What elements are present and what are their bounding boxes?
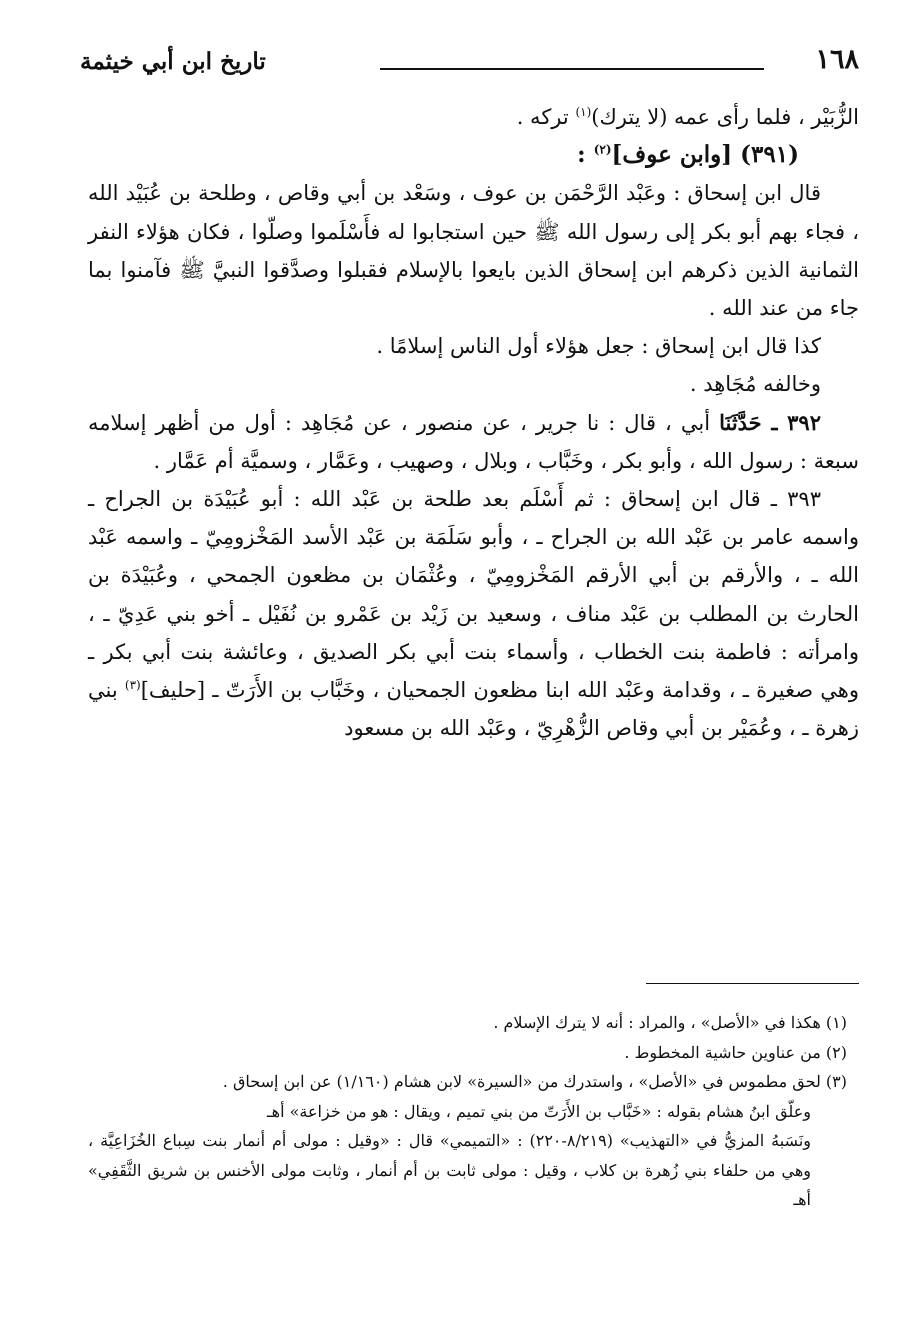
- page-number: ١٦٨: [815, 44, 859, 75]
- report-number: ٣٩٢ ـ حَدَّثَنَا: [719, 409, 821, 435]
- text-line: [88, 98, 859, 136]
- heading-text: (٣٩١) [وابن عوف]: [611, 141, 799, 169]
- line1-text: الزُّبَيْر ، فلما رأى عمه (لا يترك): [591, 105, 859, 129]
- footnote-3-continuation: ونَسَبهُ المزيُّ في «التهذيب» (٨/٢١٩-٢٢٠) : «التميمي» قال : «وقيل : مولى أم أنمار بنت سِباع الخُزَاعِيَّة ، وهي من حلفاء بني زُهرة بن كلاب ، وقيل : مولى ثابت بن أم أنمار ، وثابت مولى الأخنس بن شريق الثَّقَفِي» أهـ: [88, 1131, 812, 1209]
- paragraph: وخالفه مُجَاهِد .: [689, 372, 821, 397]
- report-text: أبي ، قال : نا جرير ، عن منصور ، عن مُجَاهِد : أول من أظهر إسلامه سبعة : رسول الله ، وأبو بكر ، وخَبَّاب ، وبلال ، وصهيب ، وعَمَّار ، وسميَّة أم عَمَّار .: [88, 410, 859, 473]
- paragraph: قال ابن إسحاق : وعَبْد الرَّحْمَن بن عوف ، وسَعْد بن أبي وقاص ، وطلحة بن عُبَيْد الله ، فجاء بهم أبو بكر إلى رسول الله ﷺ حين استجابوا له فأَسْلَموا وصلّوا ، فكان هؤلاء النفر الثمانية الذين ذكرهم ابن إسحاق الذين بايعوا بالإسلام فقبلوا وصدَّقوا النبيَّ ﷺ فآمنوا بما جاء من عند الله .: [88, 181, 859, 321]
- footnote-marker: (١): [575, 105, 592, 119]
- paragraph: كذا قال ابن إسحاق : جعل هؤلاء أول الناس إسلامًا .: [376, 334, 821, 359]
- footnotes: [88, 1008, 859, 1215]
- footnote-3: (٣) لحق مطموس في «الأصل» ، واستدرك من «السيرة» لابن هشام (١/١٦٠) عن ابن إسحاق .: [222, 1072, 847, 1091]
- section-heading: [88, 136, 859, 174]
- page-header: [80, 44, 859, 84]
- report-text-end: بني زهرة ـ ، وعُمَيْر بن أبي وقاص الزُّهْرِيّ ، وعَبْد الله بن مسعود: [88, 678, 859, 741]
- running-title: تاريخ ابن أبي خيثمة: [80, 48, 266, 75]
- footnote-marker: (٢): [593, 142, 612, 157]
- paragraph: [88, 480, 859, 747]
- footnote-1: (١) هكذا في «الأصل» ، والمراد : أنه لا يترك الإسلام .: [493, 1013, 847, 1032]
- footnote-rule: [646, 983, 859, 984]
- footnote-marker: (٣): [124, 678, 141, 693]
- heading-colon: :: [577, 141, 586, 169]
- footnote-2: (٢) من عناوين حاشية المخطوط .: [624, 1042, 847, 1062]
- paragraph: [88, 404, 859, 480]
- main-text: [88, 98, 859, 747]
- report-text: ٣٩٣ ـ قال ابن إسحاق : ثم أَسْلَم بعد طلحة بن عَبْد الله : أبو عُبَيْدَة بن الجراح ـ واسمه عامر بن عَبْد الله بن الجراح ـ ، وأبو سَلَمَة بن عَبْد الأسد المَخْزومِيّ ـ واسمه عَبْد الله ـ ، والأرقم بن أبي الأرقم المَخْزومِيّ ، وعُثْمَان بن مظعون الجمحي ، وعُبَيْدَة بن الحارث بن المطلب بن عَبْد مناف ، وسعيد بن زَيْد بن عَمْرو بن نُفَيْل ـ أخو بني عَدِيّ ـ ، وامرأته : فاطمة بنت الخطاب ، وأسماء بنت أبي بكر الصديق ، وعائشة بنت أبي بكر ـ وهي صغيرة ـ ، وقدامة وعَبْد الله ابنا مظعون الجمحيان ، وخَبَّاب بن الأَرَتّ ـ [حليف]: [88, 487, 859, 703]
- footnote-3-continuation: وعلّق ابنُ هشام بقوله : «خَبَّاب بن الأَرَتّ من بني تميم ، ويقال : هو من خزاعة» أهـ: [266, 1101, 811, 1121]
- header-rule: [380, 68, 764, 70]
- line1-end: تركه .: [516, 105, 569, 129]
